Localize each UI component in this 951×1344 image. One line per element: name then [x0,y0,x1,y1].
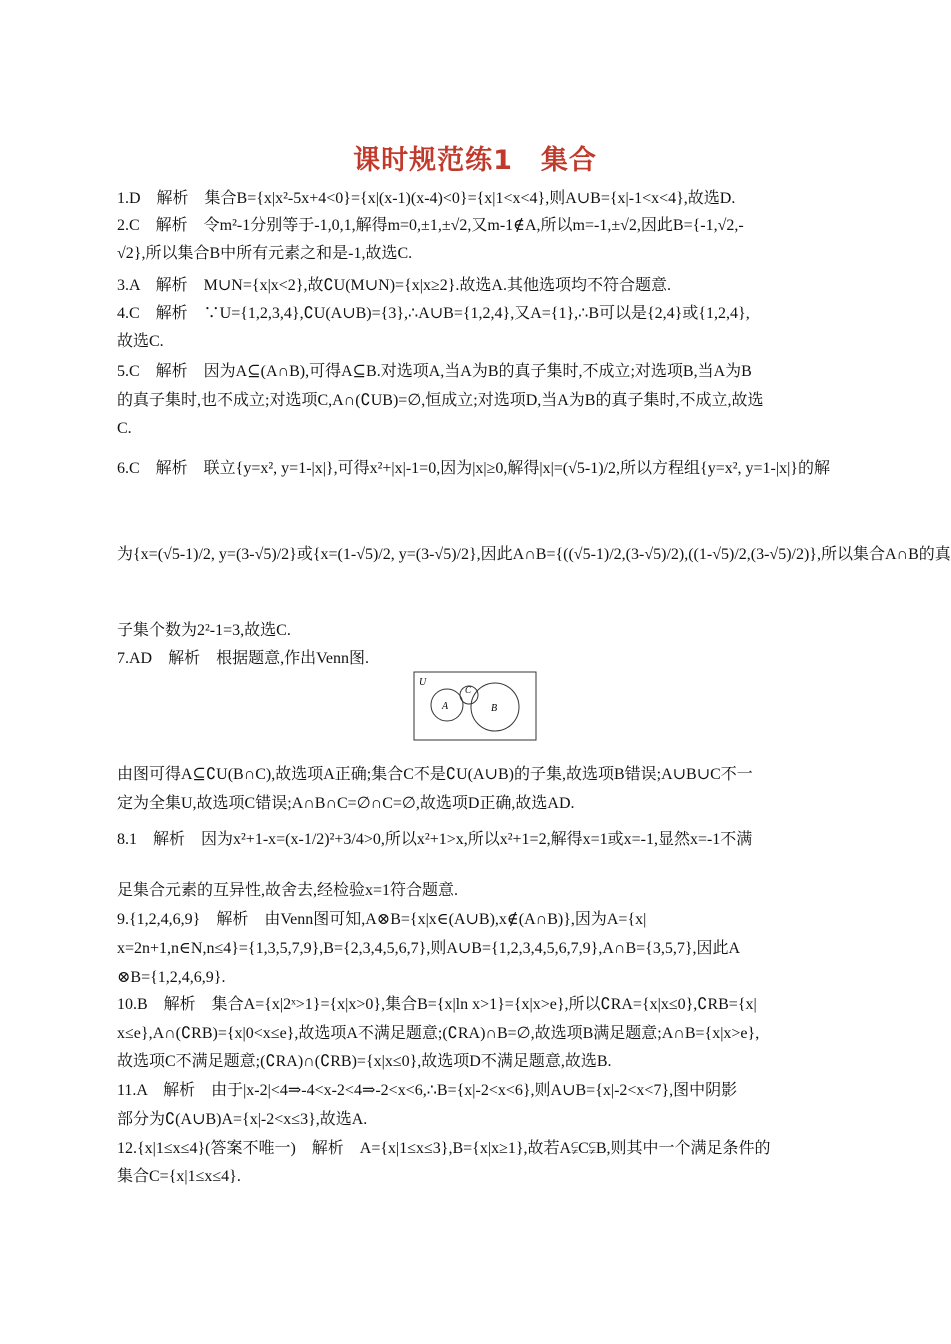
answer-line: 为{x=(√5-1)/2, y=(3-√5)/2}或{x=(1-√5)/2, y=(3-√5)/2},因此A∩B={((√5-1)/2,(3-√5)/2),((1-√5)/2,(3-√5)/2)},所以集合A∩B的真 [117,546,951,563]
answer-line: C. [117,420,132,437]
answer-line: ⊗B={1,2,4,6,9}. [117,969,226,986]
venn-universe-rect [414,672,536,740]
answer-line: 10.B 解析 集合A={x|2ˣ>1}={x|x>0},集合B={x|ln x>1}={x|x>e},所以∁RA={x|x≤0},∁RB={x| [117,996,757,1013]
answer-line: 定为全集U,故选项C错误;A∩B∩C=∅∩C=∅,故选项D正确,故选AD. [117,795,575,812]
answer-line: 故选项C不满足题意;(∁RA)∩(∁RB)={x|x≤0},故选项D不满足题意,故选B. [117,1053,612,1070]
answer-line: 9.{1,2,4,6,9} 解析 由Venn图可知,A⊗B={x|x∈(A∪B),x∉(A∩B)},因为A={x| [117,911,647,928]
answer-line: 部分为∁(A∪B)A={x|-2<x≤3},故选A. [117,1111,368,1128]
answer-line: 故选C. [117,333,164,350]
answer-line: 子集个数为2²-1=3,故选C. [117,622,291,639]
page-title: 课时规范练1 集合 [353,145,597,176]
answer-line: 4.C 解析 ∵U={1,2,3,4},∁U(A∪B)={3},∴A∪B={1,2,4},又A={1},∴B可以是{2,4}或{1,2,4}, [117,305,750,322]
answer-line: 的真子集时,也不成立;对选项C,A∩(∁UB)=∅,恒成立;对选项D,当A为B的真子集时,不成立,故选 [117,392,764,409]
answer-line: 3.A 解析 M∪N={x|x<2},故∁U(M∪N)={x|x≥2}.故选A.其他选项均不符合题意. [117,277,671,294]
answer-line: 由图可得A⊆∁U(B∩C),故选项A正确;集合C不是∁U(A∪B)的子集,故选项B错误;A∪B∪C不一 [117,766,753,783]
answer-line: 12.{x|1≤x≤4}(答案不唯一) 解析 A={x|1≤x≤3},B={x|x≥1},故若A⫋C⫋B,则其中一个满足条件的 [117,1140,771,1157]
answer-line: 足集合元素的互异性,故舍去,经检验x=1符合题意. [117,882,459,899]
answer-line: 8.1 解析 因为x²+1-x=(x-1/2)²+3/4>0,所以x²+1>x,所以x²+1=2,解得x=1或x=-1,显然x=-1不满 [117,831,753,848]
venn-label-a: A [442,701,449,712]
answer-line: 集合C={x|1≤x≤4}. [117,1168,241,1185]
answer-line: √2},所以集合B中所有元素之和是-1,故选C. [117,245,413,262]
answer-line: 6.C 解析 联立{y=x², y=1-|x|},可得x²+|x|-1=0,因为|x|≥0,解得|x|=(√5-1)/2,所以方程组{y=x², y=1-|x|}的解 [117,460,830,477]
answer-line: 1.D 解析 集合B={x|x²-5x+4<0}={x|(x-1)(x-4)<0}={x|1<x<4},则A∪B={x|-1<x<4},故选D. [117,190,736,207]
answer-line: 5.C 解析 因为A⊆(A∩B),可得A⊆B.对选项A,当A为B的真子集时,不成立;对选项B,当A为B [117,363,752,380]
venn-label-u: U [419,677,427,688]
answer-line: x≤e},A∩(∁RB)={x|0<x≤e},故选项A不满足题意;(∁RA)∩B=∅,故选项B满足题意;A∩B={x|x>e}, [117,1025,760,1042]
venn-label-c: C [465,685,472,695]
answer-line: 7.AD 解析 根据题意,作出Venn图. [117,650,369,667]
venn-label-b: B [491,703,498,714]
answer-line: 11.A 解析 由于|x-2|<4⇒-4<x-2<4⇒-2<x<6,∴B={x|-2<x<6},则A∪B={x|-2<x<7},图中阴影 [117,1082,738,1099]
venn-diagram [413,671,537,741]
answer-line: x=2n+1,n∈N,n≤4}={1,3,5,7,9},B={2,3,4,5,6,7},则A∪B={1,2,3,4,5,6,7,9},A∩B={3,5,7},因此A [117,940,741,957]
answer-line: 2.C 解析 令m²-1分别等于-1,0,1,解得m=0,±1,±√2,又m-1∉A,所以m=-1,±√2,因此B={-1,√2,- [117,217,744,234]
